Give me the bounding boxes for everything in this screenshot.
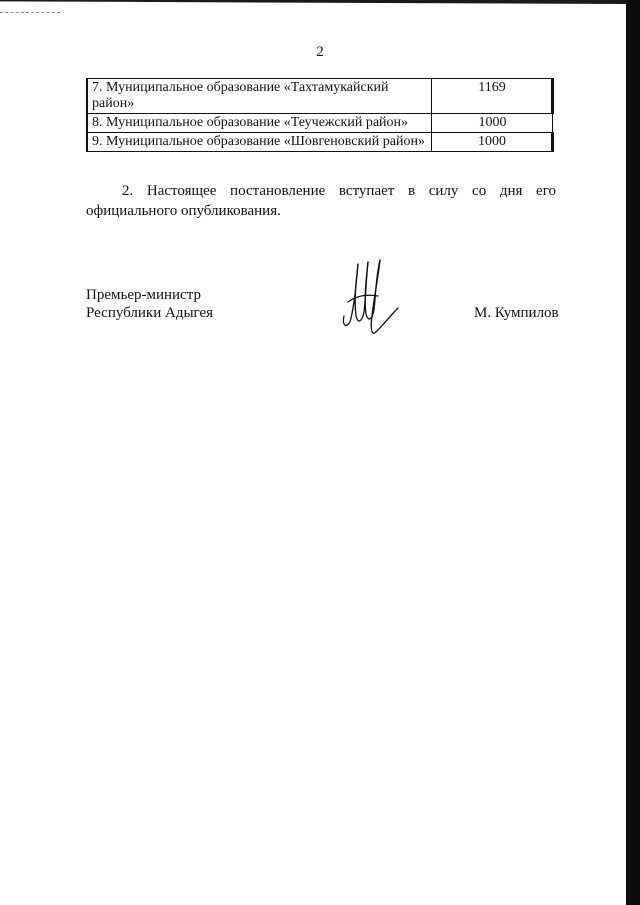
page-number: 2 <box>316 44 324 60</box>
signatory-name: М. Кумпилов <box>474 305 559 321</box>
scan-edge-right <box>626 0 640 905</box>
table-row <box>87 114 553 133</box>
municipality-name: 9. Муниципальное образование «Шовгеновский район» <box>87 133 432 152</box>
municipality-name: 8. Муниципальное образование «Теучежский район» <box>87 114 432 133</box>
clause-paragraph: 2. Настоящее постановление вступает в силу со дня его официального опубликования. <box>86 183 556 219</box>
handwritten-signature <box>336 256 402 340</box>
allocation-value: 1169 <box>432 79 553 114</box>
allocation-value: 1000 <box>432 114 553 133</box>
allocation-value: 1000 <box>432 133 553 152</box>
scan-edge-top <box>0 0 626 4</box>
municipality-name: 7. Муниципальное образование «Тахтамукайский район» <box>87 79 432 114</box>
allocation-table <box>86 78 554 152</box>
table-row <box>87 79 553 114</box>
table-row <box>87 133 553 152</box>
scan-edge-line <box>0 12 60 13</box>
signatory-title-line: Республики Адыгея <box>86 305 214 321</box>
signatory-title <box>86 286 213 322</box>
signatory-title-line: Премьер-министр <box>86 287 201 303</box>
